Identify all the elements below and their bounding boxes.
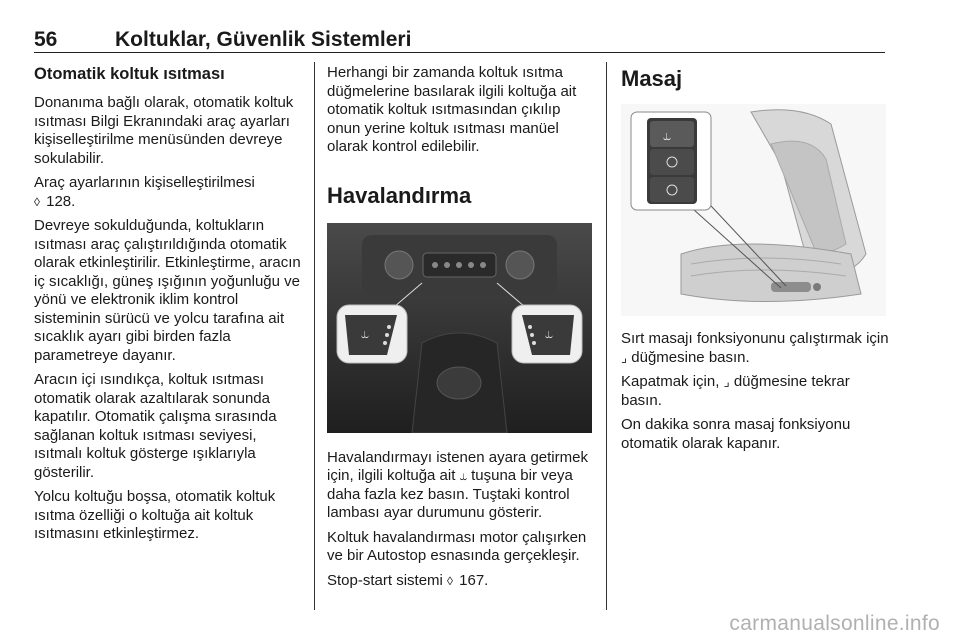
paragraph: Yolcu koltuğu boşsa, otomatik koltuk ısıtma özelliği o koltuğa ait koltuk ısıtmasını etkinleştirmez. <box>34 488 276 542</box>
massage-icon: ⌟ <box>723 374 730 389</box>
paragraph-text: tuşuna bir veya daha fazla kez basın. Tuştaki kontrol lambası ayar durumunu gösterir. <box>327 467 573 521</box>
paragraph-text: düğmesine basın. <box>631 348 750 366</box>
paragraph: Donanıma bağlı olarak, otomatik koltuk ısıtması Bilgi Ekranındaki araç ayarları kişiselleştirilme menüsünden devreye sokulabilir. <box>34 94 294 167</box>
ventilation-controls-figure <box>327 223 592 433</box>
xref-icon: ◊ <box>447 573 453 588</box>
column-2 <box>327 64 595 596</box>
paragraph-text: Sırt masajı fonksiyonunu çalıştırmak için <box>621 330 889 347</box>
massage-seat-illustration <box>621 104 886 316</box>
paragraph: Koltuk havalandırması motor çalışırken ve bir Autostop esnasında gerçekleşir. <box>327 528 587 564</box>
column-3 <box>621 64 889 459</box>
paragraph-text: Kapatmak için, <box>621 373 720 390</box>
chapter-title: Koltuklar, Güvenlik Sistemleri <box>115 28 412 51</box>
paragraph-with-icon <box>621 330 889 367</box>
watermark: carmanualsonline.info <box>729 612 940 635</box>
svg-text:⥿: ⥿ <box>545 325 553 342</box>
paragraph-with-icon <box>327 449 595 523</box>
svg-text:⥿: ⥿ <box>361 325 369 342</box>
paragraph: Aracın içi ısındıkça, koltuk ısıtması otomatik olarak azaltılarak sonunda kapatılır. Otomatik çalışma sırasında sağlanan koltuk ısıtması seviyesi, ısıtmalı koltuk gösterge ışıklarıyla gösterilir. <box>34 371 277 481</box>
section-title-massage: Masaj <box>621 66 683 91</box>
xref-icon: ◊ <box>34 194 40 209</box>
paragraph-with-icon <box>621 373 889 410</box>
section-title-ventilation: Havalandırma <box>327 182 472 208</box>
paragraph-text: Stop-start sistemi <box>327 571 443 589</box>
page-header <box>34 28 885 53</box>
page-reference-link[interactable]: 167. <box>459 571 489 589</box>
massage-seat-figure <box>621 104 886 316</box>
paragraph: Herhangi bir zamanda koltuk ısıtma düğmelerine basılarak ilgili koltuğa ait otomatik koltuk ısıtmasından çıkılıp onun yerine koltuk ısıtması manüel olarak kontrol edilebilir. <box>327 64 577 155</box>
massage-icon: ⌟ <box>621 349 628 365</box>
paragraph-text: Havalandırmayı istenen ayara getirmek için, ilgili koltuğa ait <box>327 448 588 484</box>
column-1 <box>34 64 302 550</box>
column-divider-2 <box>606 62 607 610</box>
page-reference-link[interactable]: 128. <box>46 192 76 210</box>
paragraph: On dakika sonra masaj fonksiyonu otomatik olarak kapanır. <box>621 416 851 452</box>
paragraph-with-xref <box>327 572 595 591</box>
paragraph-text: düğmesine tekrar basın. <box>621 373 850 409</box>
paragraph-text: Araç ayarlarının kişiselleştirilmesi <box>34 174 255 191</box>
ventilation-console-illustration <box>327 223 592 433</box>
seat-ventilation-icon: ⥿ <box>459 468 467 483</box>
svg-text:⥿: ⥿ <box>663 128 671 144</box>
paragraph: Devreye sokulduğunda, koltukların ısıtması araç çalıştırıldığında otomatik olarak etkinleştirilir. Etkinleştirme, aracın iç sıcaklığı, güneş ışığının yoğunluğu ve yönü ve elektronik iklim kontrol sisteminin sürücü ve yolcu tarafına ait sıcaklık ayarı gibi birden fazla parametreye dayanır. <box>34 217 301 364</box>
section-heading-auto-seat-heating: Otomatik koltuk ısıtması <box>34 65 225 83</box>
page-number: 56 <box>34 28 58 51</box>
column-divider-1 <box>314 62 315 610</box>
paragraph-with-xref <box>34 174 302 211</box>
